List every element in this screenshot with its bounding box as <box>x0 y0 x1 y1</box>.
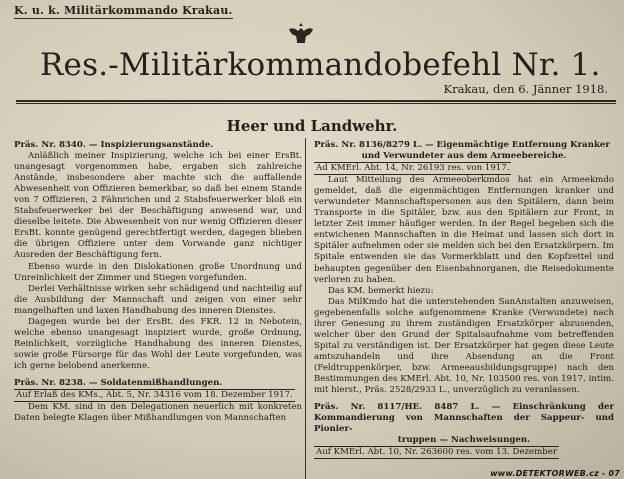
column-divider <box>305 138 306 479</box>
section-title: Heer und Landwehr. <box>226 117 398 135</box>
order-reference: Ad KMErl. Abt. 14, Nr. 26193 res. von 1917. <box>314 162 614 175</box>
page-title: Res.-Militärkommandobefehl Nr. 1. <box>40 47 601 83</box>
order-heading-desertion: Präs. Nr. 8136/8279 L. — Eigenmächtige Entfernung Kranker <box>314 140 610 150</box>
order-heading-inspection: Präs. Nr. 8340. — Inspizierungsanstände. <box>14 140 214 150</box>
paragraph: Laut Mitteilung des Armeeoberkmdos hat ein Armeekmdo gemeldet, daß die eigenmächtigen Entfernungen kranker und verwundeter Mannschaftspersonen aus den Spitälern, dann beim Transporte in die Spitäler, bzw. aus den Spitälern zur Front, in letzter Zeit immer häufiger werden. In der Regel begeben sich die entwichenen Mannschaften in die Heimat und lassen sich dort in Spitäler aufnehmen oder sie melden sich bei den Ersatzkörpern. Im Spitale entwenden sie das Vormerkblatt und den Kopfzettel und behaupten gegenüber den Eisenbahnorganen, die Reisedokumente verloren zu haben. <box>314 175 614 285</box>
right-column <box>314 140 614 459</box>
paragraph: Anläßlich meiner Inspizierung, welche ich bei einer ErsBt. unangesagt vorgenommen habe, ergaben sich zahlreiche Anstände, insbesondere aber machte sich die auffallende Abwesenheit von Offizieren bemerkbar, so daß bei einem Stande von 7 Offizieren, 2 Fähnrichen und 2 Stabsfeuerwerker bloß ein Stabsfeuerwerker bei der Beschäftigung anwesend war, und dieselbe leitete. Die Abwesenheit von nur wenig Offizieren dieser ErsBt. konnte genügend gerechtfertigt werden, dagegen blieben die übrigen Offiziere unter dem Vorwande ganz nichtiger Ausreden der Beschäftigung fern. <box>14 151 302 261</box>
paragraph: Das KM. bemerkt hiezu: <box>328 285 434 296</box>
header-rule <box>16 100 616 102</box>
header-rule-thin <box>16 103 616 104</box>
imperial-eagle-icon <box>286 22 316 44</box>
paragraph: Dem KM. sind in den Delegationen neuerlich mit konkreten Daten belegte Klagen über Mißhandlungen von Mannschaften <box>14 402 302 424</box>
order-heading-desertion-cont: und Verwundeter aus dem Armeebereiche. <box>361 151 567 162</box>
order-reference: Auf Erlaß des KMs., Abt. 5, Nr. 34316 vom 18. Dezember 1917. <box>14 389 302 402</box>
watermark: www.DETEKTORWEB.cz - 07 <box>490 469 620 478</box>
order-heading-sappers: Präs. Nr. 8117/HE. 8487 L. — Einschränkung der Kommandierung von Mannschaften der Sappeur- und Pionier- <box>314 402 614 435</box>
left-column <box>14 140 302 424</box>
order-reference: Auf KMErl. Abt. 10, Nr. 263600 res. vom 13. Dezember <box>314 446 614 459</box>
issuing-authority: K. u. k. Militärkommando Krakau. <box>14 4 233 17</box>
paragraph: Das MilKmdo hat die unterstehenden SanAnstalten anzuweisen, gegebenenfalls solche aufgenommene Kranke (Verwundete) nach ihrer Genesung zu ihrem zuständigen Ersatzkörper abzusenden, welcher über den Grund der Spitalsaufnahme vom betreffenden Spital zu verständigen ist. Der Ersatzkörper hat gegen diese Leute amtszuhandeln und ihre Absendung an die Front (Feldtruppenkörper, bzw. Armeeausbildungsgruppe) nach den Bestimmungen des KMErl. Abt. 10, Nr. 103500 res. von 1917, intim. mit hierst., Präs. 2528/2933 L., unverzüglich zu veranlassen. <box>314 296 614 396</box>
order-heading-sappers-cont: truppen — Nachweisungen. <box>397 435 531 446</box>
paragraph: Ebenso wurde in den Dislokationen große Unordnung und Unreinlichkeit der Zimmer und Stiegen vorgefunden. <box>14 261 302 283</box>
dateline: Krakau, den 6. Jänner 1918. <box>443 82 608 96</box>
order-heading-mistreatment: Präs. Nr. 8238. — Soldatenmißhandlungen. <box>14 377 223 388</box>
paragraph: Derlei Verhältnisse wirken sehr schädigend und nachteilig auf die Ausbildung der Mannschaft und zeigen von einer sehr mangelhaften und laxen Handhabung des inneren Dienstes. <box>14 283 302 316</box>
paragraph: Dagegen wurde bei der ErsBt. des FKR. 12 in Nebotein, welche ebenso unangesagt inspiziert wurde, große Ordnung, Reinlichkeit, vorzügliche Handhabung des inneren Dienstes, sowie große Fürsorge für das Wohl der Leute vorgefunden, was ich gerne belobend anerkenne. <box>14 316 302 371</box>
